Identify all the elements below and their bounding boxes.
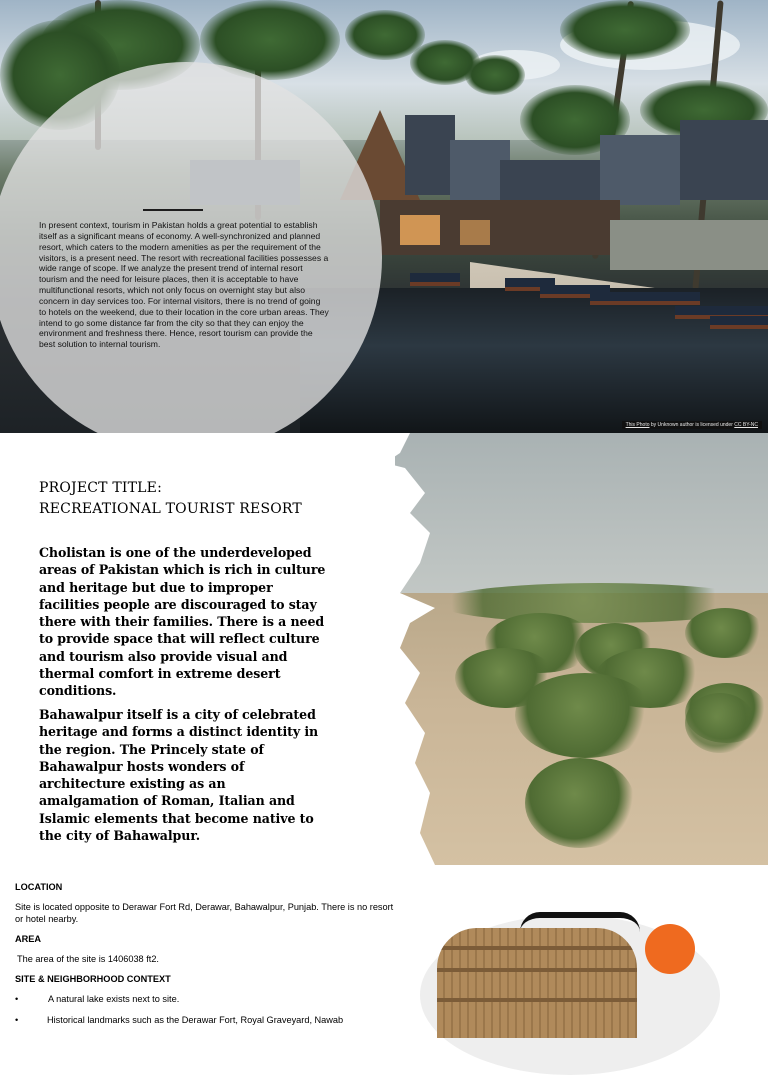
bullet-marker: •: [15, 994, 19, 1004]
sun-lounger: [590, 292, 700, 305]
resort-roof: [405, 115, 455, 195]
fort-band: [437, 946, 637, 950]
sun-lounger: [410, 273, 460, 286]
bullet-marker: •: [15, 1015, 19, 1025]
palm-crown: [560, 0, 690, 60]
shrub: [685, 693, 755, 753]
accent-circle: [645, 924, 695, 974]
list-item-text: A natural lake exists next to site.: [48, 994, 180, 1004]
list-item-text: Historical landmarks such as the Derawar Fort, Royal Graveyard, Nawab: [47, 1015, 344, 1025]
brush-stroke-edge: [380, 433, 450, 865]
intro-paragraph: In present context, tourism in Pakistan holds a great potential to establish itself as a significant means of economy. A well-synchronized and planned resort, which caters to the modern amenities as per the requirement of the visitors, is a present need. The resort with recreational facilities possesses a wide range of scope. If we analyze the present trend of internal resort tourism and the need for leisure places, then it is acceptable to have multifunctional resorts, which not only focus on overnight stay but also concern in day services too. For internal visitors, there is no trend of going to hotels on the weekend, due to their location in the core urban areas. They intend to go some distance far from the city so that they can enjoy the environment and freshness there. Hence, resort tourism can provide the best solution to internal tourism.: [39, 220, 329, 350]
lit-window: [460, 220, 490, 245]
resort-roof: [600, 135, 680, 205]
fort-band: [437, 998, 637, 1002]
credit-text: by Unknown author is licensed under: [649, 422, 735, 428]
license-link[interactable]: CC BY-NC: [734, 422, 758, 428]
area-text: The area of the site is 1406038 ft2.: [17, 954, 159, 964]
project-title-label: PROJECT TITLE:: [39, 480, 163, 496]
area-heading: AREA: [15, 934, 42, 944]
project-title: [39, 478, 302, 520]
project-title-name: RECREATIONAL TOURIST RESORT: [39, 501, 302, 517]
cholistan-paragraph: Cholistan is one of the underdeveloped areas of Pakistan which is rich in culture and heritage but due to improper facilities people are discouraged to stay there with their families. There is a need to provide space that will reflect culture and tourism also provide visual and thermal comfort in extreme desert conditions.: [39, 545, 326, 698]
desert-sky: [395, 433, 768, 608]
fort-band: [437, 968, 637, 972]
lit-window: [400, 215, 440, 245]
divider-line: [143, 209, 203, 211]
desert-photo: [395, 433, 768, 865]
location-heading: LOCATION: [15, 882, 63, 892]
bahawalpur-paragraph: Bahawalpur itself is a city of celebrated heritage and forms a distinct identity in the region. The Princely state of Bahawalpur hosts wonders of architecture existing as an amalgamation of Roman, Italian and Islamic elements that become native to the city of Bahawalpur.: [39, 707, 319, 843]
context-heading: SITE & NEIGHBORHOOD CONTEXT: [15, 974, 171, 984]
shrub: [515, 673, 655, 758]
sun-lounger: [710, 316, 768, 329]
shrub: [685, 608, 765, 658]
resort-roof: [680, 120, 768, 200]
stone-wall: [610, 220, 768, 270]
resort-roof: [500, 160, 610, 205]
location-text: Site is located opposite to Derawar Fort Rd, Derawar, Bahawalpur, Punjab. There is no resort or hotel nearby.: [15, 902, 394, 924]
shrub: [525, 758, 635, 848]
palm-crown: [465, 55, 525, 95]
photo-credit: [622, 421, 762, 429]
derawar-fort-photo: [437, 928, 637, 1038]
photo-link[interactable]: This Photo: [625, 422, 650, 428]
hero-photo-section: [0, 0, 768, 433]
